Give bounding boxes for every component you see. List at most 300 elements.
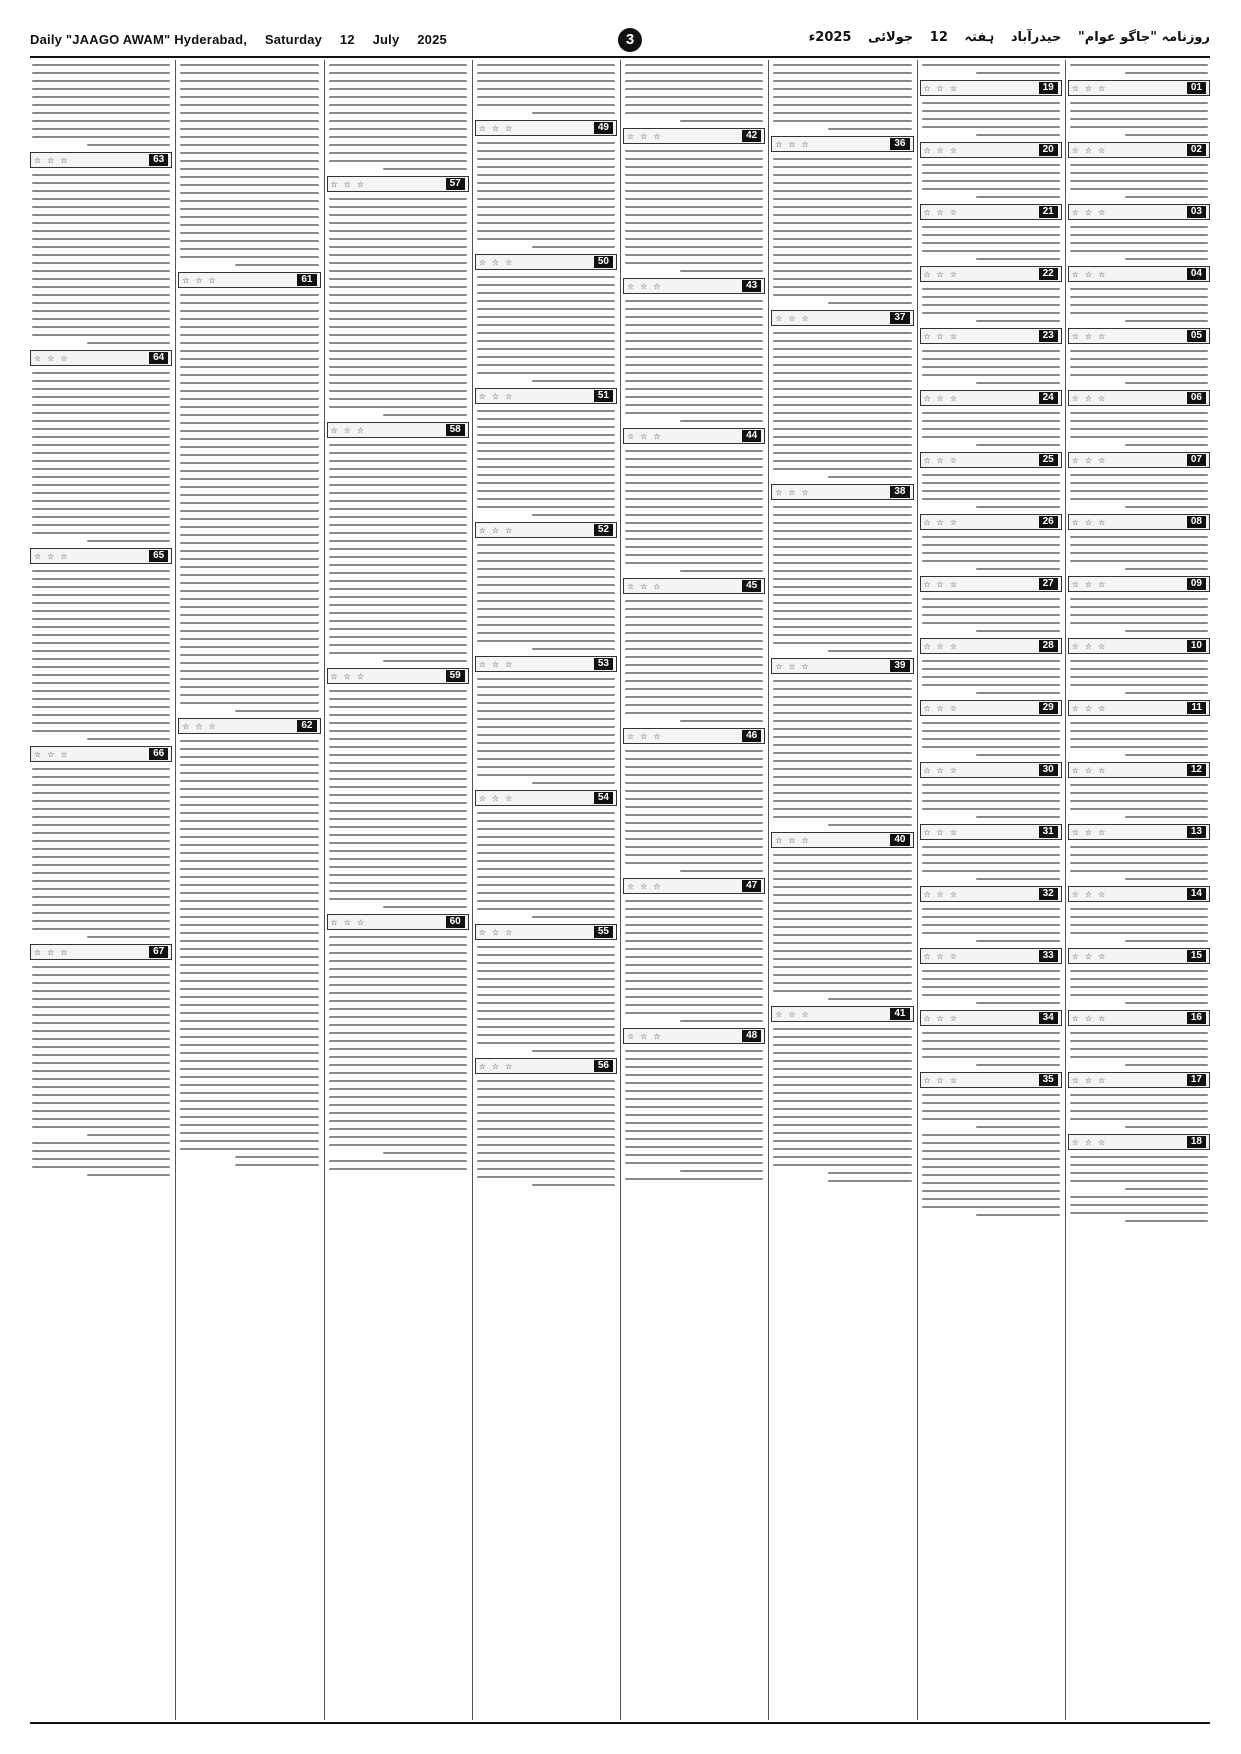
news-item-tag — [475, 522, 617, 538]
text-line — [773, 348, 911, 350]
text-line — [773, 380, 911, 382]
text-line — [32, 72, 170, 74]
text-line — [329, 960, 467, 962]
text-line — [477, 506, 615, 508]
text-line — [976, 1214, 1059, 1216]
star-divider-icon: ☆☆☆ — [1071, 207, 1112, 217]
text-line — [773, 1036, 911, 1038]
text-line — [773, 784, 911, 786]
text-line — [477, 678, 615, 680]
text-line — [180, 310, 318, 312]
text-line — [922, 474, 1060, 476]
text-line — [625, 1004, 763, 1006]
text-line — [773, 1060, 911, 1062]
text-line — [329, 112, 467, 114]
text-line — [773, 934, 911, 936]
text-line — [180, 956, 318, 958]
text-line — [180, 160, 318, 162]
text-line — [180, 598, 318, 600]
text-line — [625, 174, 763, 176]
news-item-tag — [771, 658, 913, 674]
text-line — [180, 1052, 318, 1054]
text-line — [32, 990, 170, 992]
text-line — [625, 348, 763, 350]
text-line — [773, 696, 911, 698]
news-item-tag — [920, 762, 1062, 778]
text-line — [329, 144, 467, 146]
text-line — [32, 1150, 170, 1152]
text-line — [32, 380, 170, 382]
text-line — [922, 1206, 1060, 1208]
text-line — [922, 1166, 1060, 1168]
text-line — [32, 1094, 170, 1096]
text-line — [976, 1002, 1059, 1004]
text-line — [625, 380, 763, 382]
text-line — [625, 608, 763, 610]
text-line — [329, 770, 467, 772]
text-line — [773, 246, 911, 248]
news-item-number: 62 — [297, 720, 316, 732]
text-line — [1070, 420, 1208, 422]
news-item-number: 47 — [742, 880, 761, 892]
text-line — [329, 1032, 467, 1034]
text-line — [180, 438, 318, 440]
text-line — [625, 790, 763, 792]
news-item-tag — [771, 1006, 913, 1022]
text-line — [1125, 568, 1208, 570]
text-line — [625, 332, 763, 334]
text-line — [32, 904, 170, 906]
text-line — [32, 334, 170, 336]
text-line — [773, 388, 911, 390]
text-line — [180, 1100, 318, 1102]
text-line — [773, 1132, 911, 1134]
text-line — [1070, 622, 1208, 624]
news-item-tag — [1068, 452, 1210, 468]
text-line — [329, 548, 467, 550]
text-line — [477, 450, 615, 452]
text-line — [625, 96, 763, 98]
text-line — [180, 104, 318, 106]
news-item-number: 51 — [594, 390, 613, 402]
news-item-tag — [1068, 762, 1210, 778]
text-line — [1070, 358, 1208, 360]
text-line — [32, 690, 170, 692]
text-line — [773, 506, 911, 508]
text-line — [32, 1086, 170, 1088]
text-line — [625, 316, 763, 318]
text-line — [1070, 226, 1208, 228]
text-line — [180, 1108, 318, 1110]
text-line — [180, 1148, 318, 1150]
text-line — [329, 874, 467, 876]
text-line — [773, 174, 911, 176]
text-line — [32, 206, 170, 208]
star-divider-icon: ☆☆☆ — [923, 641, 964, 651]
column-2 — [178, 60, 320, 1720]
text-line — [976, 754, 1059, 756]
text-line — [1070, 498, 1208, 500]
text-line — [477, 174, 615, 176]
text-line — [477, 844, 615, 846]
text-line — [625, 206, 763, 208]
text-line — [329, 334, 467, 336]
text-line — [32, 1046, 170, 1048]
text-line — [477, 640, 615, 642]
text-line — [976, 382, 1059, 384]
news-item-number: 33 — [1039, 950, 1058, 962]
text-line — [329, 96, 467, 98]
column-3 — [327, 60, 469, 1720]
text-line — [922, 846, 1060, 848]
text-line — [922, 250, 1060, 252]
text-line — [329, 612, 467, 614]
text-line — [180, 836, 318, 838]
text-line — [180, 796, 318, 798]
text-line — [477, 812, 615, 814]
news-item-number: 39 — [890, 660, 909, 672]
news-item-number: 53 — [594, 658, 613, 670]
text-line — [180, 662, 318, 664]
text-line — [477, 356, 615, 358]
text-line — [329, 460, 467, 462]
text-line — [477, 96, 615, 98]
text-line — [773, 1148, 911, 1150]
star-divider-icon: ☆☆☆ — [1071, 145, 1112, 155]
text-line — [477, 490, 615, 492]
text-line — [180, 972, 318, 974]
text-line — [625, 1138, 763, 1140]
text-line — [625, 340, 763, 342]
text-line — [1070, 412, 1208, 414]
text-line — [32, 848, 170, 850]
text-line — [477, 434, 615, 436]
text-line — [1125, 692, 1208, 694]
text-line — [625, 214, 763, 216]
text-line — [87, 144, 170, 146]
text-line — [922, 1142, 1060, 1144]
text-line — [329, 484, 467, 486]
text-line — [180, 740, 318, 742]
text-line — [773, 270, 911, 272]
text-line — [477, 80, 615, 82]
news-item-tag — [475, 388, 617, 404]
text-line — [477, 1176, 615, 1178]
text-line — [477, 222, 615, 224]
text-line — [329, 620, 467, 622]
text-line — [922, 908, 1060, 910]
text-line — [773, 546, 911, 548]
text-line — [180, 382, 318, 384]
text-line — [625, 1090, 763, 1092]
text-line — [180, 988, 318, 990]
text-line — [329, 382, 467, 384]
news-item-number: 48 — [742, 1030, 761, 1042]
star-divider-icon: ☆☆☆ — [1071, 579, 1112, 589]
text-line — [32, 182, 170, 184]
text-line — [329, 302, 467, 304]
text-line — [32, 674, 170, 676]
text-line — [1070, 1056, 1208, 1058]
text-line — [329, 238, 467, 240]
text-line — [625, 538, 763, 540]
text-line — [922, 1134, 1060, 1136]
text-line — [180, 422, 318, 424]
masthead-english — [30, 32, 461, 47]
news-item-number: 31 — [1039, 826, 1058, 838]
masthead-urdu — [797, 30, 1210, 45]
text-line — [32, 1030, 170, 1032]
text-line — [32, 1054, 170, 1056]
text-line — [383, 414, 466, 416]
text-line — [477, 608, 615, 610]
text-line — [180, 622, 318, 624]
news-item-number: 67 — [149, 946, 168, 958]
text-line — [32, 286, 170, 288]
text-line — [32, 198, 170, 200]
text-line — [922, 808, 1060, 810]
star-divider-icon: ☆☆☆ — [34, 749, 74, 759]
text-line — [32, 634, 170, 636]
text-line — [773, 744, 911, 746]
text-line — [625, 506, 763, 508]
text-line — [1070, 784, 1208, 786]
page-number-badge: 3 — [618, 28, 642, 52]
star-divider-icon: ☆☆☆ — [1071, 827, 1112, 837]
news-item-tag — [1068, 266, 1210, 282]
text-line — [532, 1050, 615, 1052]
text-line — [32, 294, 170, 296]
star-divider-icon: ☆☆☆ — [627, 581, 667, 591]
text-line — [477, 308, 615, 310]
text-line — [329, 992, 467, 994]
news-item-number: 66 — [149, 748, 168, 760]
text-line — [625, 262, 763, 264]
text-line — [773, 720, 911, 722]
news-item-number: 12 — [1187, 764, 1206, 776]
text-line — [329, 588, 467, 590]
text-line — [32, 190, 170, 192]
text-line — [1070, 730, 1208, 732]
news-item-tag — [623, 428, 765, 444]
text-line — [32, 64, 170, 66]
news-item-number: 35 — [1039, 1074, 1058, 1086]
text-line — [1125, 506, 1208, 508]
text-line — [532, 112, 615, 114]
text-line — [922, 1150, 1060, 1152]
text-line — [477, 876, 615, 878]
text-line — [180, 446, 318, 448]
text-line — [1070, 986, 1208, 988]
text-line — [477, 576, 615, 578]
news-item-tag — [771, 136, 913, 152]
news-item-tag — [920, 638, 1062, 654]
text-line — [922, 870, 1060, 872]
text-line — [828, 1172, 911, 1174]
text-line — [180, 558, 318, 560]
text-line — [180, 980, 318, 982]
text-line — [625, 458, 763, 460]
text-line — [1070, 374, 1208, 376]
text-line — [32, 238, 170, 240]
news-item-tag — [920, 1010, 1062, 1026]
text-line — [1070, 234, 1208, 236]
text-line — [773, 452, 911, 454]
text-line — [922, 1048, 1060, 1050]
text-line — [625, 246, 763, 248]
text-line — [329, 698, 467, 700]
text-line — [32, 824, 170, 826]
text-line — [180, 948, 318, 950]
text-line — [87, 1174, 170, 1176]
text-line — [329, 976, 467, 978]
text-line — [180, 470, 318, 472]
text-line — [329, 580, 467, 582]
text-line — [180, 788, 318, 790]
text-line — [329, 254, 467, 256]
text-line — [329, 1120, 467, 1122]
text-line — [922, 110, 1060, 112]
text-line — [180, 224, 318, 226]
text-line — [329, 390, 467, 392]
text-line — [477, 600, 615, 602]
news-item-tag — [327, 176, 469, 192]
text-line — [329, 810, 467, 812]
text-line — [773, 1068, 911, 1070]
text-line — [625, 862, 763, 864]
text-line — [773, 776, 911, 778]
news-item-tag — [327, 668, 469, 684]
text-line — [180, 526, 318, 528]
star-divider-icon: ☆☆☆ — [1071, 1137, 1112, 1147]
text-line — [180, 670, 318, 672]
text-line — [1070, 110, 1208, 112]
text-line — [32, 412, 170, 414]
text-line — [1070, 606, 1208, 608]
text-line — [625, 774, 763, 776]
text-line — [477, 766, 615, 768]
text-line — [625, 388, 763, 390]
text-line — [32, 1158, 170, 1160]
text-line — [329, 794, 467, 796]
text-line — [1070, 1102, 1208, 1104]
text-line — [477, 836, 615, 838]
text-line — [32, 1166, 170, 1168]
text-line — [180, 924, 318, 926]
paper-name: Daily "JAAGO AWAM" Hyderabad, — [30, 32, 248, 47]
text-line — [329, 64, 467, 66]
text-line — [773, 688, 911, 690]
text-line — [477, 150, 615, 152]
text-line — [1070, 242, 1208, 244]
text-line — [32, 966, 170, 968]
star-divider-icon: ☆☆☆ — [923, 517, 964, 527]
text-line — [773, 1116, 911, 1118]
text-line — [32, 476, 170, 478]
text-line — [1125, 816, 1208, 818]
text-line — [680, 120, 763, 122]
star-divider-icon: ☆☆☆ — [478, 391, 519, 401]
text-line — [87, 936, 170, 938]
text-line — [773, 642, 911, 644]
text-line — [180, 216, 318, 218]
news-item-tag — [623, 278, 765, 294]
text-line — [329, 652, 467, 654]
text-line — [329, 230, 467, 232]
text-line — [773, 412, 911, 414]
text-line — [32, 872, 170, 874]
text-line — [329, 136, 467, 138]
urdu-year: 2025ء — [808, 30, 852, 45]
text-line — [329, 516, 467, 518]
text-line — [625, 1146, 763, 1148]
text-line — [773, 704, 911, 706]
text-line — [477, 884, 615, 886]
text-line — [773, 760, 911, 762]
text-line — [329, 818, 467, 820]
text-line — [922, 986, 1060, 988]
news-item-tag — [475, 1058, 617, 1074]
text-line — [32, 120, 170, 122]
text-line — [329, 936, 467, 938]
news-item-tag — [1068, 204, 1210, 220]
news-item-number: 20 — [1039, 144, 1058, 156]
star-divider-icon: ☆☆☆ — [627, 431, 667, 441]
text-line — [976, 692, 1059, 694]
star-divider-icon: ☆☆☆ — [478, 793, 519, 803]
news-item-tag — [1068, 80, 1210, 96]
text-line — [773, 578, 911, 580]
text-line — [477, 276, 615, 278]
text-line — [922, 482, 1060, 484]
text-line — [1070, 1094, 1208, 1096]
text-line — [180, 1084, 318, 1086]
text-line — [922, 180, 1060, 182]
text-line — [477, 230, 615, 232]
text-line — [773, 862, 911, 864]
star-divider-icon: ☆☆☆ — [627, 731, 667, 741]
text-line — [773, 982, 911, 984]
text-line — [625, 712, 763, 714]
text-line — [1070, 924, 1208, 926]
star-divider-icon: ☆☆☆ — [330, 671, 371, 681]
text-line — [32, 626, 170, 628]
text-line — [329, 1072, 467, 1074]
urdu-month: جولائی — [868, 30, 914, 45]
text-line — [773, 230, 911, 232]
text-line — [383, 1152, 466, 1154]
text-line — [329, 492, 467, 494]
text-line — [922, 684, 1060, 686]
text-line — [773, 1164, 911, 1166]
text-line — [329, 120, 467, 122]
star-divider-icon: ☆☆☆ — [1071, 889, 1112, 899]
text-line — [976, 940, 1059, 942]
text-line — [625, 1058, 763, 1060]
text-line — [180, 828, 318, 830]
text-line — [180, 72, 318, 74]
text-line — [1070, 1180, 1208, 1182]
text-line — [1070, 536, 1208, 538]
star-divider-icon: ☆☆☆ — [627, 281, 667, 291]
text-line — [329, 754, 467, 756]
news-item-tag — [920, 1072, 1062, 1088]
text-line — [625, 562, 763, 564]
text-line — [773, 112, 911, 114]
news-item-tag — [920, 204, 1062, 220]
text-line — [625, 680, 763, 682]
star-divider-icon: ☆☆☆ — [478, 257, 519, 267]
